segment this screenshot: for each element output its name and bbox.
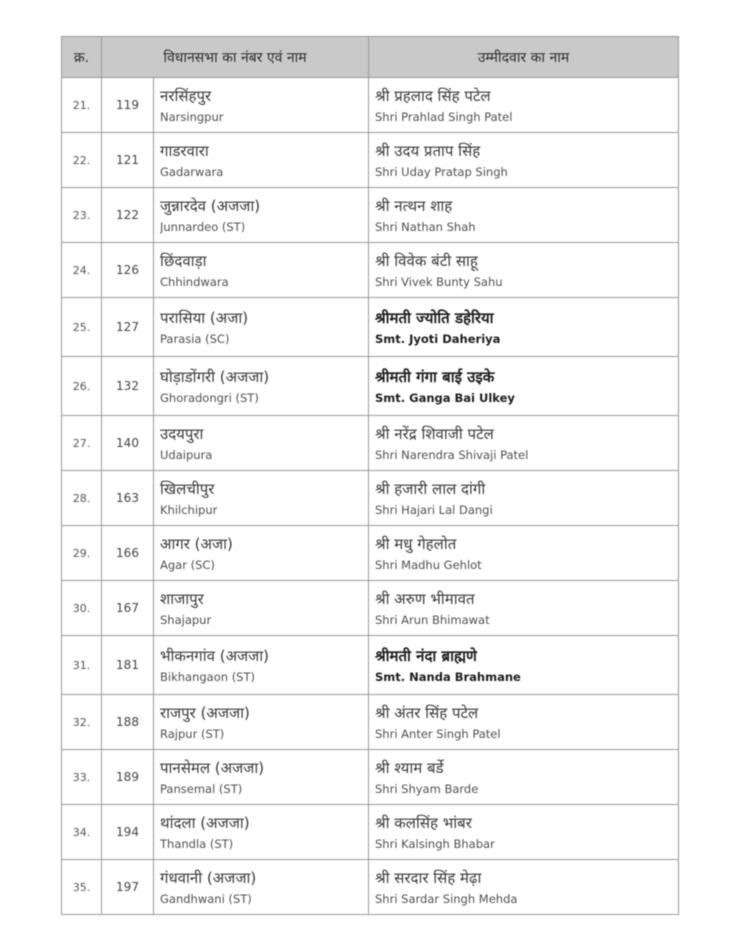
- table-row: [62, 188, 679, 243]
- serial-number: 22.: [62, 133, 102, 188]
- constituency-number: 121: [102, 133, 154, 188]
- table-row: [62, 695, 679, 750]
- table-row: [62, 416, 679, 471]
- constituency-name-english: Ghoradongri (ST): [160, 391, 259, 405]
- candidate-cell: [369, 750, 679, 805]
- candidate-cell: [369, 243, 679, 298]
- constituency-name-english: Thandla (ST): [160, 837, 234, 851]
- serial-number: 32.: [62, 695, 102, 750]
- serial-number: 27.: [62, 416, 102, 471]
- candidate-cell: [369, 805, 679, 860]
- candidate-name-english: Shri Vivek Bunty Sahu: [375, 275, 503, 289]
- constituency-number: 197: [102, 860, 154, 915]
- table-row: [62, 78, 679, 133]
- candidate-cell: [369, 78, 679, 133]
- constituency-cell: [154, 526, 369, 581]
- candidate-cell: [369, 133, 679, 188]
- candidate-cell: [369, 526, 679, 581]
- candidate-cell: [369, 860, 679, 915]
- serial-number: 34.: [62, 805, 102, 860]
- constituency-name-hindi: गाडरवारा: [160, 142, 209, 160]
- constituency-name-english: Junnardeo (ST): [160, 220, 246, 234]
- table-row: [62, 805, 679, 860]
- table-row: [62, 860, 679, 915]
- candidate-name-hindi: श्री अंतर सिंह पटेल: [375, 704, 479, 722]
- candidate-cell: [369, 471, 679, 526]
- table-row: [62, 298, 679, 357]
- constituency-number: 189: [102, 750, 154, 805]
- candidate-name-hindi: श्री विवेक बंटी साहू: [375, 252, 478, 270]
- constituency-name-hindi: गंधवानी (अजजा): [160, 869, 257, 887]
- serial-number: 24.: [62, 243, 102, 298]
- constituency-name-english: Gadarwara: [160, 165, 224, 179]
- candidate-name-english: Shri Madhu Gehlot: [375, 558, 482, 572]
- serial-number: 23.: [62, 188, 102, 243]
- candidate-name-english: Smt. Jyoti Daheriya: [375, 332, 501, 346]
- serial-number: 33.: [62, 750, 102, 805]
- constituency-cell: [154, 636, 369, 695]
- constituency-name-hindi: राजपुर (अजजा): [160, 704, 250, 722]
- candidate-name-hindi: श्रीमती नंदा ब्राह्मणे: [375, 647, 477, 665]
- candidate-cell: [369, 416, 679, 471]
- constituency-name-hindi: छिंदवाड़ा: [160, 252, 207, 270]
- candidate-name-english: Shri Arun Bhimawat: [375, 613, 490, 627]
- candidate-name-english: Shri Nathan Shah: [375, 220, 476, 234]
- candidate-name-english: Shri Anter Singh Patel: [375, 727, 501, 741]
- candidate-name-hindi: श्री श्याम बर्डे: [375, 759, 444, 777]
- serial-number: 29.: [62, 526, 102, 581]
- constituency-number: 140: [102, 416, 154, 471]
- constituency-name-english: Pansemal (ST): [160, 782, 243, 796]
- table-row: [62, 471, 679, 526]
- candidate-cell: [369, 298, 679, 357]
- serial-number: 28.: [62, 471, 102, 526]
- constituency-name-english: Udaipura: [160, 448, 213, 462]
- candidate-cell: [369, 695, 679, 750]
- table-row: [62, 526, 679, 581]
- constituency-name-hindi: जुन्नारदेव (अजजा): [160, 197, 261, 215]
- constituency-cell: [154, 416, 369, 471]
- header-serial-number: क्र.: [62, 37, 102, 78]
- candidate-name-hindi: श्री उदय प्रताप सिंह: [375, 142, 481, 160]
- constituency-number: 167: [102, 581, 154, 636]
- serial-number: 30.: [62, 581, 102, 636]
- candidate-name-hindi: श्रीमती गंगा बाई उइके: [375, 368, 495, 386]
- candidate-name-hindi: श्री हजारी लाल दांगी: [375, 480, 486, 498]
- constituency-cell: [154, 357, 369, 416]
- candidate-name-english: Shri Shyam Barde: [375, 782, 479, 796]
- constituency-name-english: Shajapur: [160, 613, 212, 627]
- constituency-name-hindi: उदयपुरा: [160, 425, 204, 443]
- header-candidate: उम्मीदवार का नाम: [369, 37, 679, 78]
- constituency-cell: [154, 581, 369, 636]
- candidate-name-english: Smt. Nanda Brahmane: [375, 670, 521, 684]
- table-row: [62, 581, 679, 636]
- constituency-cell: [154, 133, 369, 188]
- constituency-name-hindi: पानसेमल (अजजा): [160, 759, 265, 777]
- candidate-list-table: [61, 36, 679, 915]
- candidate-name-hindi: श्रीमती ज्योति डहेरिया: [375, 309, 494, 327]
- candidate-name-hindi: श्री प्रहलाद सिंह पटेल: [375, 87, 491, 105]
- constituency-name-english: Bikhangaon (ST): [160, 670, 255, 684]
- candidate-name-english: Shri Narendra Shivaji Patel: [375, 448, 529, 462]
- constituency-name-english: Rajpur (ST): [160, 727, 225, 741]
- table-row: [62, 750, 679, 805]
- constituency-name-hindi: भीकनगांव (अजजा): [160, 647, 270, 665]
- constituency-number: 188: [102, 695, 154, 750]
- constituency-name-english: Agar (SC): [160, 558, 215, 572]
- constituency-cell: [154, 695, 369, 750]
- constituency-number: 163: [102, 471, 154, 526]
- candidate-name-english: Shri Prahlad Singh Patel: [375, 110, 513, 124]
- constituency-number: 181: [102, 636, 154, 695]
- candidate-name-hindi: श्री कलसिंह भांबर: [375, 814, 472, 832]
- candidate-cell: [369, 357, 679, 416]
- candidate-name-hindi: श्री नरेंद्र शिवाजी पटेल: [375, 425, 494, 443]
- constituency-cell: [154, 471, 369, 526]
- constituency-name-hindi: खिलचीपुर: [160, 480, 215, 498]
- constituency-name-english: Narsingpur: [160, 110, 224, 124]
- constituency-name-hindi: थांदला (अजजा): [160, 814, 250, 832]
- constituency-number: 127: [102, 298, 154, 357]
- candidate-name-english: Shri Hajari Lal Dangi: [375, 503, 493, 517]
- constituency-number: 122: [102, 188, 154, 243]
- constituency-name-english: Gandhwani (ST): [160, 892, 252, 906]
- table-row: [62, 243, 679, 298]
- serial-number: 25.: [62, 298, 102, 357]
- constituency-name-english: Khilchipur: [160, 503, 218, 517]
- constituency-cell: [154, 188, 369, 243]
- serial-number: 26.: [62, 357, 102, 416]
- candidate-name-hindi: श्री अरुण भीमावत: [375, 590, 475, 608]
- table-row: [62, 357, 679, 416]
- constituency-cell: [154, 750, 369, 805]
- candidate-cell: [369, 581, 679, 636]
- constituency-cell: [154, 243, 369, 298]
- serial-number: 21.: [62, 78, 102, 133]
- constituency-name-english: Chhindwara: [160, 275, 229, 289]
- constituency-name-hindi: परासिया (अजा): [160, 309, 249, 327]
- constituency-cell: [154, 78, 369, 133]
- candidate-cell: [369, 188, 679, 243]
- constituency-cell: [154, 805, 369, 860]
- constituency-name-hindi: घोड़ाडोंगरी (अजजा): [160, 368, 270, 386]
- constituency-number: 166: [102, 526, 154, 581]
- constituency-name-hindi: नरसिंहपुर: [160, 87, 212, 105]
- constituency-number: 194: [102, 805, 154, 860]
- candidate-name-english: Shri Kalsingh Bhabar: [375, 837, 495, 851]
- table-row: [62, 636, 679, 695]
- constituency-number: 132: [102, 357, 154, 416]
- candidate-name-english: Shri Uday Pratap Singh: [375, 165, 508, 179]
- constituency-name-hindi: शाजापुर: [160, 590, 204, 608]
- constituency-name-hindi: आगर (अजा): [160, 535, 233, 553]
- table-row: [62, 133, 679, 188]
- constituency-cell: [154, 860, 369, 915]
- serial-number: 35.: [62, 860, 102, 915]
- candidate-name-hindi: श्री नत्थन शाह: [375, 197, 453, 215]
- constituency-cell: [154, 298, 369, 357]
- table-header-row: [62, 37, 679, 78]
- serial-number: 31.: [62, 636, 102, 695]
- candidate-name-hindi: श्री मधु गेहलोत: [375, 535, 457, 553]
- candidate-name-english: Shri Sardar Singh Mehda: [375, 892, 518, 906]
- header-constituency: विधानसभा का नंबर एवं नाम: [102, 37, 369, 78]
- candidate-name-english: Smt. Ganga Bai Ulkey: [375, 391, 515, 405]
- constituency-name-english: Parasia (SC): [160, 332, 230, 346]
- constituency-number: 126: [102, 243, 154, 298]
- candidate-name-hindi: श्री सरदार सिंह मेढ़ा: [375, 869, 482, 887]
- candidate-cell: [369, 636, 679, 695]
- constituency-number: 119: [102, 78, 154, 133]
